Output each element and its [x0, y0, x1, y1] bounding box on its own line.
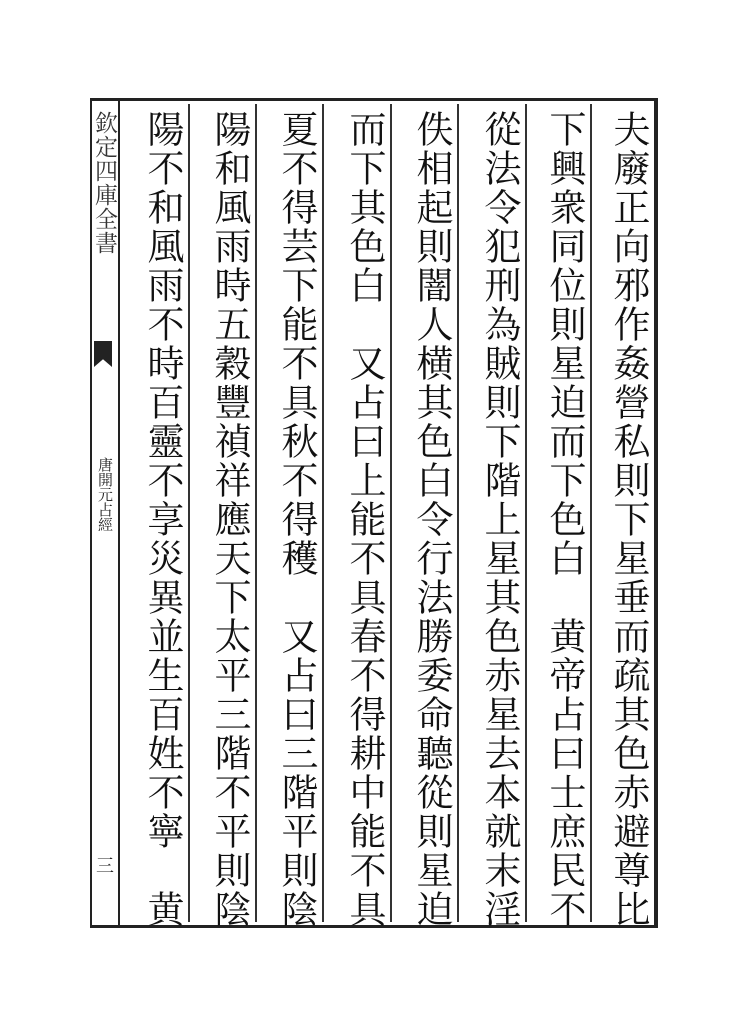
column-text: 佚相起則闇人横其色白令行法勝委命聽從則星迫: [410, 110, 453, 929]
text-column-8: [120, 104, 188, 929]
book-title: 唐開元占經: [96, 457, 114, 532]
column-text: 夏不得芸下能不具秋不得穫 又占曰三階平則陰: [275, 110, 318, 929]
column-text: 夫廢正向邪作姦營私則下星垂而疏其色赤避尊比: [607, 110, 650, 929]
column-text: 下興衆同位則星迫而下色白 黄帝占曰士庶民不: [543, 110, 586, 929]
column-text: 而下其色白 又占曰上能不具春不得耕中能不具: [343, 110, 386, 929]
series-title: 欽定四庫全書: [91, 111, 117, 255]
text-column-5: [322, 104, 390, 929]
text-column-6: [255, 104, 322, 929]
text-column-2: [525, 104, 590, 929]
text-column-7: [188, 104, 255, 929]
column-text: 陽和風雨時五穀豐禎祥應天下太平三階不平則陰: [208, 110, 251, 929]
column-text: 陽不和風雨不時百靈不享災異並生百姓不寧 黄: [141, 110, 184, 929]
margin-strip: [92, 101, 116, 925]
fishtail-mark: [94, 341, 112, 367]
text-column-4: [390, 104, 457, 929]
column-text: 從法令犯刑為賊則下階上星其色赤星去本就末淫: [478, 110, 521, 929]
text-column-1: [590, 104, 654, 929]
page-number: 三: [93, 856, 114, 874]
text-column-3: [457, 104, 525, 929]
